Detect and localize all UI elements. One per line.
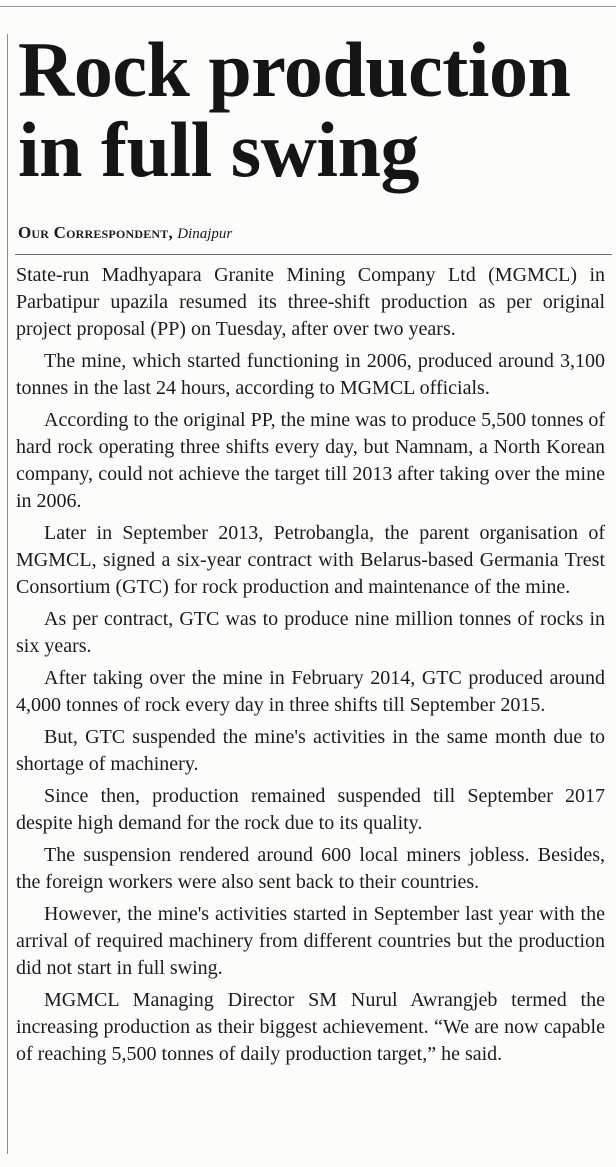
byline xyxy=(18,222,608,245)
article-paragraph: MGMCL Managing Director SM Nurul Awrangjeb termed the increasing production as their biggest achievement. “We are now capable of reaching 5,500 tonnes of daily production target,” he said. xyxy=(16,989,605,1065)
headline: Rock production in full swing xyxy=(18,26,571,193)
byline-divider xyxy=(15,254,612,255)
top-column-rule xyxy=(0,6,616,7)
article-paragraph: However, the mine's activities started in September last year with the arrival of required machinery from different countries but the production did not start in full swing. xyxy=(16,903,605,979)
article-paragraph: The suspension rendered around 600 local miners jobless. Besides, the foreign workers were also sent back to their countries. xyxy=(16,844,605,893)
left-column-rule xyxy=(7,34,8,1154)
article-paragraph: According to the original PP, the mine was to produce 5,500 tonnes of hard rock operating three shifts every day, but Namnam, a North Korean company, could not achieve the target till 2013 after taking over the mine in 2006. xyxy=(16,409,606,512)
article-paragraph: Later in September 2013, Petrobangla, the parent organisation of MGMCL, signed a six-year contract with Belarus-based Germania Trest Consortium (GTC) for rock production and maintenance of the mine. xyxy=(16,522,605,598)
article-paragraph: The mine, which started functioning in 2006, produced around 3,100 tonnes in the last 24 hours, according to MGMCL officials. xyxy=(16,350,605,399)
article-body xyxy=(16,262,605,1073)
article-paragraph: State-run Madhyapara Granite Mining Company Ltd (MGMCL) in Parbatipur upazila resumed its three-shift production as per original project proposal (PP) on Tuesday, after over two years. xyxy=(16,264,605,340)
byline-location: Dinajpur xyxy=(177,226,233,242)
article-paragraph: As per contract, GTC was to produce nine million tonnes of rocks in six years. xyxy=(16,608,605,657)
article-paragraph: After taking over the mine in February 2014, GTC produced around 4,000 tonnes of rock every day in three shifts till September 2015. xyxy=(16,667,605,716)
byline-author: Our Correspondent, xyxy=(18,223,173,242)
article-paragraph: But, GTC suspended the mine's activities in the same month due to shortage of machinery. xyxy=(16,726,605,775)
article-paragraph: Since then, production remained suspended till September 2017 despite high demand for the rock due to its quality. xyxy=(16,785,605,834)
